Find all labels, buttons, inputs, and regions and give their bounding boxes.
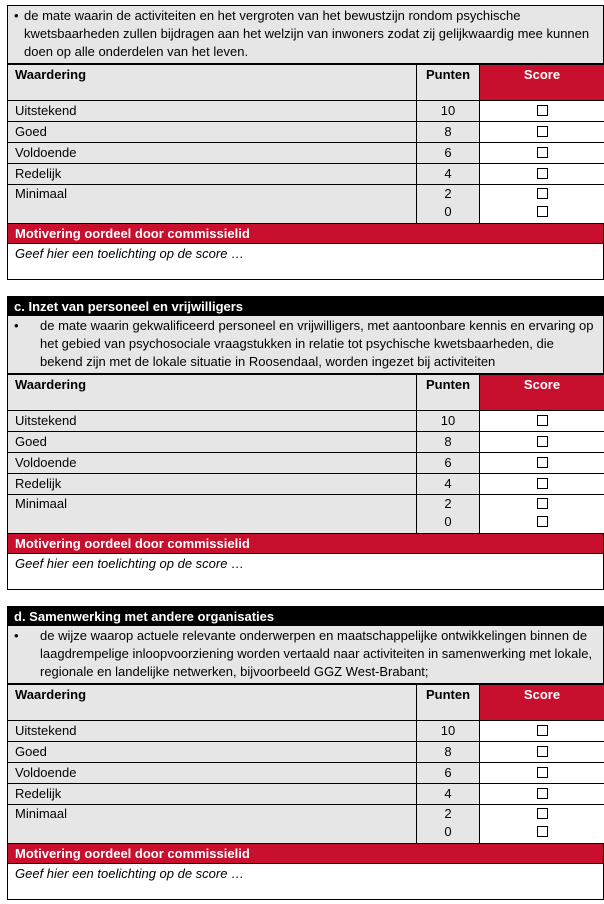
criterion-text: de mate waarin gekwalificeerd personeel en vrijwilligers, met aantoonbare kennis en ervaring op het gebied van psychosociale vraagstukken in relatie tot psychische kwetsbaarheden, die bekend zijn met de lokale situatie in Roosendaal, worden ingezet bij activiteiten xyxy=(40,318,594,369)
section-title: c. Inzet van personeel en vrijwilligers xyxy=(7,296,604,316)
table-row xyxy=(8,164,604,185)
header-waardering: Waardering xyxy=(8,65,417,101)
rating-label: Minimaal xyxy=(8,495,417,534)
table-row xyxy=(8,122,604,143)
table-row xyxy=(8,453,604,474)
rating-label: Uitstekend xyxy=(8,101,417,122)
table-header-row xyxy=(8,685,604,721)
score-checkbox[interactable] xyxy=(537,826,548,837)
score-checkbox[interactable] xyxy=(537,478,548,489)
toelichting-field[interactable]: Geef hier een toelichting op de score … xyxy=(7,554,604,590)
score-checkbox[interactable] xyxy=(537,767,548,778)
score-checkbox[interactable] xyxy=(537,105,548,116)
rating-points xyxy=(417,185,480,224)
header-punten: Punten xyxy=(417,375,480,411)
table-row xyxy=(8,721,604,742)
table-row xyxy=(8,784,604,805)
score-checkbox[interactable] xyxy=(537,147,548,158)
header-score: Score xyxy=(480,685,604,721)
table-row xyxy=(8,495,604,534)
score-checkbox[interactable] xyxy=(537,788,548,799)
bullet-symbol: • xyxy=(14,318,19,333)
criterion-text: de mate waarin de activiteiten en het vergroten van het bewustzijn rondom psychische kwetsbaarheden zullen bijdragen aan het welzijn van inwoners zodat zij gelijkwaardig mee kunnen doen op alle onderdelen van het leven. xyxy=(24,8,590,59)
rating-points-value: 2 xyxy=(444,186,452,201)
rating-label: Redelijk xyxy=(8,784,417,805)
section-b-continued xyxy=(7,5,604,280)
table-row xyxy=(8,185,604,224)
table-row xyxy=(8,474,604,495)
score-checkbox[interactable] xyxy=(537,436,548,447)
score-checkbox[interactable] xyxy=(537,457,548,468)
rating-points xyxy=(417,495,480,534)
criterion-bullet xyxy=(7,5,604,64)
toelichting-field[interactable]: Geef hier een toelichting op de score … xyxy=(7,244,604,280)
score-checkbox[interactable] xyxy=(537,725,548,736)
rating-points: 6 xyxy=(417,763,480,784)
header-punten: Punten xyxy=(417,685,480,721)
section-c xyxy=(7,296,604,590)
score-table xyxy=(7,684,604,844)
rating-label: Minimaal xyxy=(8,185,417,224)
bullet-symbol: • xyxy=(14,8,19,23)
rating-points: 8 xyxy=(417,742,480,763)
rating-points: 8 xyxy=(417,122,480,143)
header-punten: Punten xyxy=(417,65,480,101)
header-waardering: Waardering xyxy=(8,375,417,411)
motivering-header: Motivering oordeel door commissielid xyxy=(7,224,604,244)
table-row xyxy=(8,411,604,432)
table-header-row xyxy=(8,65,604,101)
rating-points: 10 xyxy=(417,721,480,742)
score-checkbox[interactable] xyxy=(537,126,548,137)
rating-points-value: 2 xyxy=(444,496,452,511)
score-checkbox[interactable] xyxy=(537,168,548,179)
score-checkbox[interactable] xyxy=(537,516,548,527)
criterion-text: de wijze waarop actuele relevante onderwerpen en maatschappelijke ontwikkelingen binnen de laagdrempelige inloopvoorziening worden vertaald naar activiteiten in samenwerking met lokale, regionale en landelijke netwerken, bijvoorbeeld GGZ West-Brabant; xyxy=(40,628,593,679)
rating-points: 4 xyxy=(417,474,480,495)
score-checkbox[interactable] xyxy=(537,808,548,819)
rating-points: 10 xyxy=(417,411,480,432)
rating-points: 10 xyxy=(417,101,480,122)
rating-label: Voldoende xyxy=(8,763,417,784)
criterion-bullet xyxy=(7,626,604,684)
score-checkbox[interactable] xyxy=(537,206,548,217)
toelichting-field[interactable]: Geef hier een toelichting op de score … xyxy=(7,864,604,900)
rating-points: 8 xyxy=(417,432,480,453)
rating-points-value: 2 xyxy=(444,806,452,821)
rating-label: Goed xyxy=(8,742,417,763)
table-row xyxy=(8,742,604,763)
table-row xyxy=(8,143,604,164)
rating-points xyxy=(417,805,480,844)
section-title: d. Samenwerking met andere organisaties xyxy=(7,606,604,626)
rating-label: Voldoende xyxy=(8,143,417,164)
score-checkbox[interactable] xyxy=(537,746,548,757)
section-d xyxy=(7,606,604,900)
rating-label: Uitstekend xyxy=(8,411,417,432)
rating-points: 4 xyxy=(417,164,480,185)
table-row xyxy=(8,763,604,784)
table-row xyxy=(8,805,604,844)
header-score: Score xyxy=(480,65,604,101)
rating-points-value-alt: 0 xyxy=(444,514,452,529)
rating-label: Uitstekend xyxy=(8,721,417,742)
rating-points: 4 xyxy=(417,784,480,805)
table-row xyxy=(8,432,604,453)
header-waardering: Waardering xyxy=(8,685,417,721)
rating-points: 6 xyxy=(417,453,480,474)
rating-label: Minimaal xyxy=(8,805,417,844)
motivering-header: Motivering oordeel door commissielid xyxy=(7,534,604,554)
rating-points-value-alt: 0 xyxy=(444,204,452,219)
header-score: Score xyxy=(480,375,604,411)
rating-label: Goed xyxy=(8,122,417,143)
table-row xyxy=(8,101,604,122)
rating-label: Redelijk xyxy=(8,474,417,495)
rating-points-value-alt: 0 xyxy=(444,824,452,839)
score-checkbox[interactable] xyxy=(537,415,548,426)
table-header-row xyxy=(8,375,604,411)
rating-label: Redelijk xyxy=(8,164,417,185)
rating-points: 6 xyxy=(417,143,480,164)
bullet-symbol: • xyxy=(14,628,19,643)
rating-label: Goed xyxy=(8,432,417,453)
score-table xyxy=(7,374,604,534)
rating-label: Voldoende xyxy=(8,453,417,474)
score-table xyxy=(7,64,604,224)
score-checkbox[interactable] xyxy=(537,498,548,509)
score-checkbox[interactable] xyxy=(537,188,548,199)
motivering-header: Motivering oordeel door commissielid xyxy=(7,844,604,864)
criterion-bullet xyxy=(7,316,604,374)
